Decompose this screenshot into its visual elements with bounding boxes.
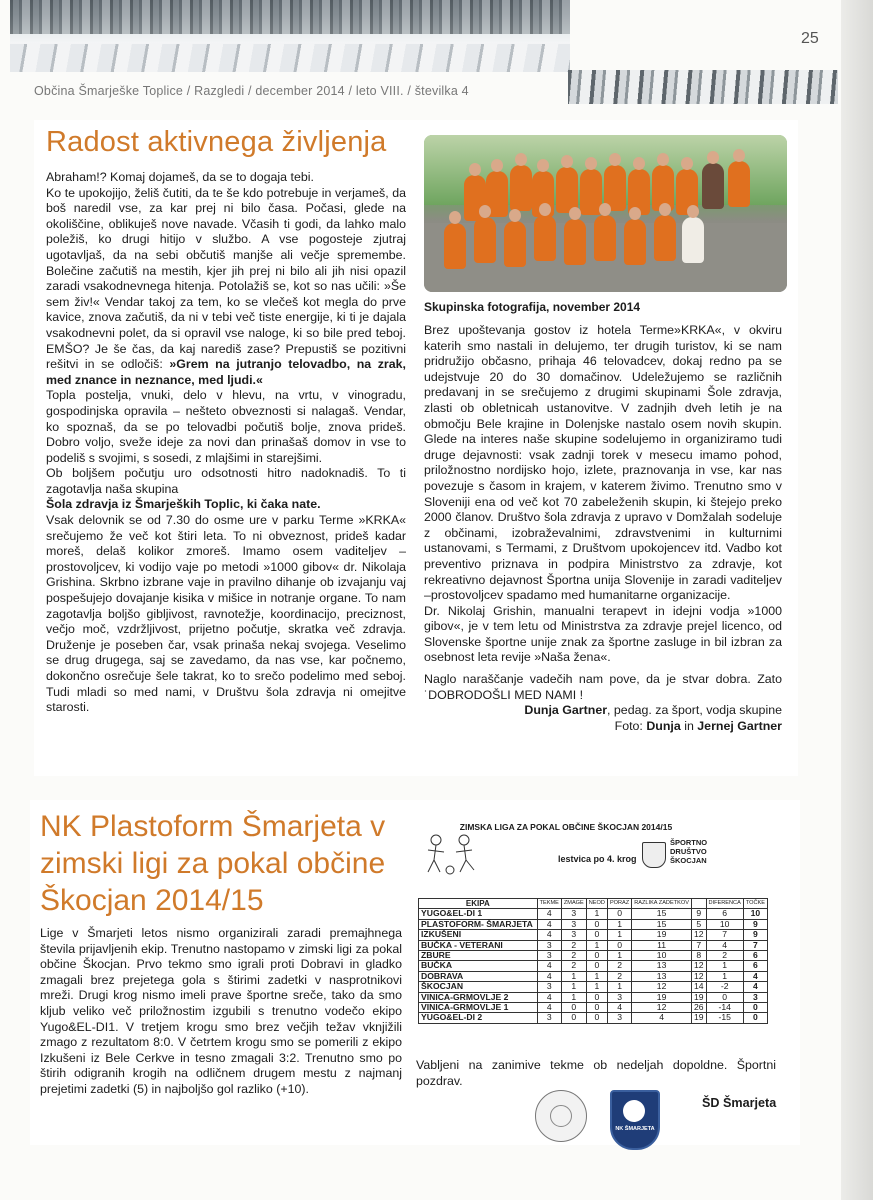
table-cell: DOBRAVA — [419, 971, 538, 981]
table-cell: 14 — [691, 982, 706, 992]
highlight-text: Šola zdravja iz Šmarjeških Toplic, ki čaka nate. — [46, 497, 321, 512]
table-row — [419, 1003, 768, 1013]
paragraph: Naglo naraščanje vadečih nam pove, da je stvar dobra. Zato ˙DOBRODOŠLI MED NAMI ! — [424, 672, 782, 702]
table-cell: 3 — [537, 951, 561, 961]
table-cell: 15 — [632, 909, 692, 919]
table-cell: 4 — [537, 971, 561, 981]
table-cell: 1 — [706, 961, 743, 971]
table-header-cell: TEKME — [537, 899, 561, 909]
page-number: 25 — [801, 30, 819, 47]
club-signature: ŠD Šmarjeta — [702, 1096, 777, 1110]
table-cell: 3 — [537, 982, 561, 992]
paragraph: Topla postelja, vnuki, delo v hlevu, na vrtu, v vinogradu, gospodinjska opravila – nešteto obveznosti si nalagaš. Vendar, ko spoznaš, da se po telovadbi počutiš bolje, znova prideš. Dobro voljo, sveže ideje za novi dan prinašaš domov in vse to podeliš s svojimi, s sosedi, z mlajšimi in starejšimi. — [46, 388, 406, 465]
table-cell: 0 — [743, 1013, 767, 1023]
paragraph — [46, 497, 406, 513]
table-cell: 12 — [691, 961, 706, 971]
table-row — [419, 961, 768, 971]
table-cell: 0 — [586, 961, 607, 971]
table-cell: ZBURE — [419, 951, 538, 961]
standings-table — [418, 898, 768, 1024]
table-cell: 6 — [706, 909, 743, 919]
article2-body — [40, 926, 402, 1098]
running-header: Občina Šmarješke Toplice / Razgledi / december 2014 / leto VIII. / številka 4 — [34, 84, 469, 98]
table-cell: 0 — [561, 1013, 586, 1023]
snow-strip-image — [568, 70, 838, 104]
table-cell: 19 — [691, 1013, 706, 1023]
table-cell: 12 — [632, 982, 692, 992]
table-cell: 12 — [632, 1003, 692, 1013]
table-cell: 1 — [586, 909, 607, 919]
paragraph: Ko te upokojijo, želiš čutiti, da te še kdo potrebuje in verjameš, da boš naredil vse, za kar prej ni bilo časa. Počasi, glede na okoliščine, oblikuješ nove navade. Včasih ti godi, da lahko malo poležiš, ko drugi hitijo v službo. A vse pogosteje zjutraj ugotavljaš, da na sebi občutiš manjše ali večje spremembe. Bolečine začutiš na mestih, kjer jih prej ni bilo ali jih nisi opazil zaradi vsakodnevnega hitenja. Potolažiš se, kot so nas učili: »Še sem živ!« Vendar takoj za tem, ko se vlečeš kot megla do prve kavice, znova začutiš, da ni v tebi več tiste energije, ki ti je dajala vsakodnevni polet, da si opravil vse naloge, ki so bile pred teboj. EMŠO? Je še čas, da kaj narediš zase? Prepustiš se pozitivni rešitvi in se odločiš: »Grem na jutranjo telovadbo, na zrak, med znance in neznance, med ljudi.« — [46, 185, 406, 387]
table-cell: YUGO&EL-DI 2 — [419, 1013, 538, 1023]
table-header-cell: ZMAGE — [561, 899, 586, 909]
table-cell: -2 — [706, 982, 743, 992]
table-cell: 19 — [632, 992, 692, 1002]
table-cell: 3 — [561, 930, 586, 940]
table-subtitle: lestvica po 4. krog — [558, 854, 637, 864]
table-cell: 3 — [607, 1013, 631, 1023]
table-cell: 4 — [537, 919, 561, 929]
table-cell: 8 — [691, 951, 706, 961]
table-title: ZIMSKA LIGA ZA POKAL OBČINE ŠKOCJAN 2014/15 — [459, 822, 673, 832]
closing-text: Vabljeni na zanimive tekme ob nedeljah dopoldne. Športni pozdrav. — [416, 1058, 776, 1088]
table-row — [419, 930, 768, 940]
table-header-cell: EKIPA — [419, 899, 538, 909]
football-players-icon — [422, 832, 482, 876]
table-header-cell: NEOD — [586, 899, 607, 909]
table-cell: 1 — [607, 919, 631, 929]
table-cell: 6 — [743, 961, 767, 971]
highlight-text: »Grem na jutranjo telovadbo, na zrak, med znance in neznance, med ljudi.« — [46, 357, 406, 387]
paragraph: Dr. Nikolaj Grishin, manualni terapevt in idejni vodja »1000 gibov«, je v tem letu od Ministrstva za zdravje prejel licenco, od Slovenske športne unije znak za športne zasluge in bil izbran za osebnost leta revije »Naša žena«. — [424, 603, 782, 665]
table-cell: 0 — [586, 930, 607, 940]
table-cell: 0 — [607, 940, 631, 950]
table-cell: 4 — [537, 930, 561, 940]
article1-column-left — [46, 170, 406, 716]
table-cell: 1 — [586, 982, 607, 992]
league-table-image — [416, 818, 768, 1040]
table-cell: YUGO&EL-DI 1 — [419, 909, 538, 919]
winter-landscape-banner — [10, 0, 570, 72]
table-cell: 1 — [607, 982, 631, 992]
table-cell: 7 — [706, 930, 743, 940]
table-row — [419, 919, 768, 929]
table-cell: 1 — [586, 971, 607, 981]
table-cell: 1 — [561, 992, 586, 1002]
nk-smarjeta-logo: NK ŠMARJETA — [610, 1090, 660, 1150]
club-crest-icon — [642, 842, 666, 868]
table-cell: 13 — [632, 961, 692, 971]
table-cell: 2 — [561, 940, 586, 950]
table-cell: 2 — [561, 951, 586, 961]
table-header-cell: RAZLIKA ZADETKOV — [632, 899, 692, 909]
table-row — [419, 971, 768, 981]
table-cell: 4 — [537, 961, 561, 971]
table-cell: 4 — [706, 940, 743, 950]
table-cell: 11 — [632, 940, 692, 950]
table-cell: 6 — [743, 951, 767, 961]
table-cell: VINICA-GRMOVLJE 1 — [419, 1003, 538, 1013]
table-cell: 2 — [607, 961, 631, 971]
table-header-cell — [691, 899, 706, 909]
table-cell: -15 — [706, 1013, 743, 1023]
table-cell: 0 — [706, 992, 743, 1002]
table-cell: 4 — [607, 1003, 631, 1013]
table-cell: 7 — [743, 940, 767, 950]
table-cell: IZKUŠENI — [419, 930, 538, 940]
article-title-1: Radost aktivnega življenja — [46, 126, 387, 158]
table-cell: 0 — [561, 1003, 586, 1013]
table-cell: ŠKOCJAN — [419, 982, 538, 992]
table-cell: 12 — [691, 930, 706, 940]
table-cell: 4 — [632, 1013, 692, 1023]
table-cell: 15 — [632, 919, 692, 929]
paragraph: Lige v Šmarjeti letos nismo organizirali zaradi premajhnega števila prijavljenih ekip. Trenutno nastopamo v zimski ligi za pokal občine Škocjan. Prvo tekmo smo igrali proti Dobravi in gladko zmagali brez prejetega gola s štirimi zadetki v nasprotnikovi mreži. Drugi krog nismo imeli prave športne sreče, tako da smo kljub veliko več priložnostim izgubili s trenutno vodečo ekipo Yugo&EL-DI1. V tretjem krogu smo brez večjih težav vknjižili zmago z rezultatom 8:0. V četrtem krogu smo se pomerili z ekipo Izkušeni iz Bele Cerkve in tesno zmagali 3:2. Trenutno smo po štirih odigranih krogih na odličnem drugem mestu z najmanj prejetimi zadetki (5) in najboljšo gol razliko (+10). — [40, 926, 402, 1096]
table-cell: 1 — [607, 951, 631, 961]
table-cell: 0 — [586, 951, 607, 961]
table-row — [419, 1013, 768, 1023]
table-row — [419, 982, 768, 992]
table-cell: 0 — [586, 1013, 607, 1023]
table-cell: 9 — [743, 930, 767, 940]
table-cell: 2 — [706, 951, 743, 961]
table-cell: 4 — [743, 971, 767, 981]
table-cell: 0 — [743, 1003, 767, 1013]
table-cell: 0 — [607, 909, 631, 919]
article2-closing — [416, 1058, 776, 1089]
table-cell: 2 — [561, 961, 586, 971]
table-cell: 3 — [537, 940, 561, 950]
paragraph: Abraham!? Komaj dojameš, da se to dogaja tebi. — [46, 170, 314, 184]
table-cell: 9 — [691, 909, 706, 919]
paragraph: Vsak delovnik se od 7.30 do osme ure v parku Terme »KRKA« srečujemo že več kot štiri leta. To ni obveznost, prideš kadar moreš, delaš kolikor zmoreš. Imamo osem vaditeljev – prostovoljcev, ki vodijo vaje po metodi »1000 gibov« dr. Nikolaja Grishina. Skrbno izbrane vaje in pravilno dihanje ob izvajanju vaj pospešujejo dovajanje kisika v mišice in notranje organe. To nam zagotavlja boljšo gibljivost, ravnotežje, koordinacijo, preciznost, večjo moč, vzdržljivost, prijetno počutje, skratka več zdravja. Druženje je poseben čar, vsak prinaša nekaj svojega. Veselimo se drug drugega, saj se zavedamo, da nas vse, kar počnemo, dokončno osrečuje šele takrat, ko to srečo podelimo med seboj. Tudi mladi so med nami, v Društvu šola zdravja ni omejitve starosti. — [46, 513, 406, 715]
photo-caption: Skupinska fotografija, november 2014 — [424, 300, 641, 314]
table-cell: 5 — [691, 919, 706, 929]
sports-club-seal-icon — [535, 1090, 587, 1142]
table-cell: PLASTOFORM- ŠMARJETA — [419, 919, 538, 929]
table-cell: 1 — [561, 982, 586, 992]
table-cell: 10 — [706, 919, 743, 929]
table-cell: VINICA-GRMOVLJE 2 — [419, 992, 538, 1002]
table-cell: 4 — [537, 992, 561, 1002]
table-cell: 1 — [586, 940, 607, 950]
table-cell: 2 — [607, 971, 631, 981]
table-cell: -14 — [706, 1003, 743, 1013]
table-cell: BUČKA — [419, 961, 538, 971]
table-cell: 3 — [561, 919, 586, 929]
group-photo — [424, 135, 787, 292]
table-cell: 19 — [632, 930, 692, 940]
author-line: Dunja Gartner, pedag. za šport, vodja skupine — [524, 703, 782, 718]
table-row — [419, 992, 768, 1002]
article1-column-right — [424, 323, 782, 734]
table-row — [419, 940, 768, 950]
table-cell: 1 — [607, 930, 631, 940]
table-cell: 0 — [586, 992, 607, 1002]
table-cell: 10 — [632, 951, 692, 961]
table-cell: 13 — [632, 971, 692, 981]
table-cell: 7 — [691, 940, 706, 950]
paragraph: Brez upoštevanja gostov iz hotela Terme»KRKA«, v okviru katerih smo nastali in delujemo, ter drugih turistov, ki se nam pridružijo občasno, prihaja 46 telovadcev, dokaj redno pa se udejstvuje 20 do 30 domačinov. Udeležujemo se različnih predavanj in se srečujemo z drugimi skupinami Šole zdravja, zlasti ob obletnicah ustanovitve. V zadnjih dveh letih je na območju Bele krajine in Dolenjske nastalo osem novih skupin. Glede na interes naše skupine sodelujemo in organiziramo tudi druge dejavnosti: vsak zadnji torek v mesecu imamo pohod, priložnostno nordijsko hojo, izlete, praznovanja in vse, kar nas povezuje s časom in krajem, v katerem živimo. Trenutno smo v Sloveniji ena od več kot 70 zabeleženih skupin, ki štejejo preko 2000 članov. Društvo šola zdravja z upravo v Domžalah sodeluje z občinami, izobraževalnimi, zdravstvenimi in kulturnimi ustanovami, s Termami, z Društvom upokojencev itd. Vadbo kot preventivo priznava in podpira Ministrstvo za zdravje, kot rekreativno dejavnost Športna unija Slovenije in zaradi vaditeljev –prostovoljcev spadamo med humanitarne organizacije. — [424, 323, 782, 603]
table-cell: 4 — [537, 909, 561, 919]
paragraph: Ob boljšem počutju uro odsotnosti hitro nadoknadiš. To ti zagotavlja naša skupina — [46, 466, 406, 496]
table-header-cell: DIFERENCA — [706, 899, 743, 909]
article-title-2: NK Plastoform Šmarjeta v zimski ligi za pokal občine Škocjan 2014/15 — [40, 810, 386, 917]
table-cell: 3 — [561, 909, 586, 919]
table-cell: 4 — [743, 982, 767, 992]
table-header-cell: TOČKE — [743, 899, 767, 909]
table-cell: 12 — [691, 971, 706, 981]
table-row — [419, 951, 768, 961]
table-cell: 26 — [691, 1003, 706, 1013]
table-cell: 0 — [586, 1003, 607, 1013]
club-name: ŠPORTNO DRUŠTVO ŠKOCJAN — [670, 838, 708, 865]
table-cell: BUČKA - VETERANI — [419, 940, 538, 950]
photo-credit: Foto: Dunja in Jernej Gartner — [614, 718, 782, 733]
table-cell: 3 — [743, 992, 767, 1002]
table-cell: 3 — [607, 992, 631, 1002]
table-cell: 9 — [743, 919, 767, 929]
table-cell: 10 — [743, 909, 767, 919]
table-cell: 3 — [537, 1013, 561, 1023]
table-cell: 1 — [706, 971, 743, 981]
table-cell: 0 — [586, 919, 607, 929]
page-edge — [841, 0, 873, 1200]
table-header-cell: PORAZ — [607, 899, 631, 909]
table-cell: 4 — [537, 1003, 561, 1013]
table-cell: 19 — [691, 992, 706, 1002]
table-row — [419, 909, 768, 919]
table-cell: 1 — [561, 971, 586, 981]
